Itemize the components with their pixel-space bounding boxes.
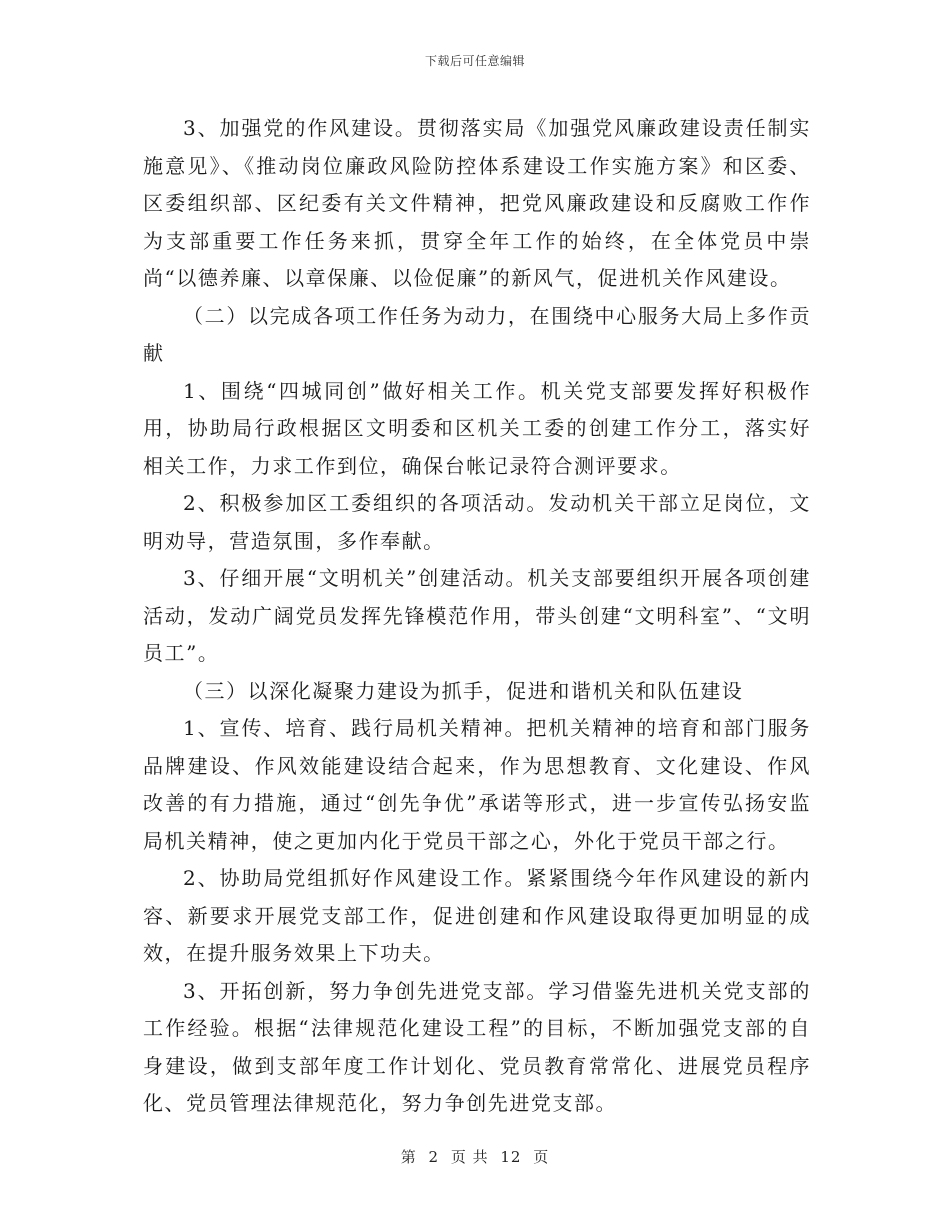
paragraph: 3、加强党的作风建设。贯彻落实局《加强党风廉政建设责任制实施意见》、《推动岗位廉政风险防控体系建设工作实施方案》和区委、区委组织部、区纪委有关文件精神，把党风廉政建设和反腐败工作作为支部重要工作任务来抓，贯穿全年工作的始终，在全体党员中崇尚“以德养廉、以章保廉、以俭促廉”的新风气，促进机关作风建设。 [143,116,811,290]
section-heading: （三）以深化凝聚力建设为抓手，促进和谐机关和队伍建设 [183,678,744,703]
paragraph: 2、积极参加区工委组织的各项活动。发动机关干部立足岗位，文明劝导，营造氛围，多作奉献。 [143,491,811,553]
paragraph: 1、宣传、培育、践行局机关精神。把机关精神的培育和部门服务品牌建设、作风效能建设结合起来，作为思想教育、文化建设、作风改善的有力措施，通过“创先争优”承诺等形式，进一步宣传弘扬安监局机关精神，使之更加内化于党员干部之心，外化于党员干部之行。 [143,716,811,853]
paragraph: 3、仔细开展“文明机关”创建活动。机关支部要组织开展各项创建活动，发动广阔党员发挥先锋模范作用，带头创建“文明科室”、“文明员工”。 [143,566,811,665]
page-footer [0,1146,950,1167]
section-heading: （二）以完成各项工作任务为动力，在围绕中心服务大局上多作贡献 [143,303,811,365]
page-total: 12 [500,1148,522,1166]
page-number-mid: 页 共 [450,1148,489,1166]
page-number: 2 [428,1148,440,1166]
document-body [143,110,811,1123]
page-header: 下载后可任意编辑 [424,54,525,68]
paragraph: 2、协助局党组抓好作风建设工作。紧紧围绕今年作风建设的新内容、新要求开展党支部工作，促进创建和作风建设取得更加明显的成效，在提升服务效果上下功夫。 [143,866,811,965]
page-number-prefix: 第 [400,1148,417,1166]
paragraph: 3、开拓创新，努力争创先进党支部。学习借鉴先进机关党支部的工作经验。根据“法律规范化建设工程”的目标，不断加强党支部的自身建设，做到支部年度工作计划化、党员教育常常化、进展党员程序化、党员管理法律规范化，努力争创先进党支部。 [143,978,811,1115]
page-number-suffix: 页 [533,1148,550,1166]
paragraph: 1、围绕“四城同创”做好相关工作。机关党支部要发挥好积极作用，协助局行政根据区文明委和区机关工委的创建工作分工，落实好相关工作，力求工作到位，确保台帐记录符合测评要求。 [143,378,811,478]
